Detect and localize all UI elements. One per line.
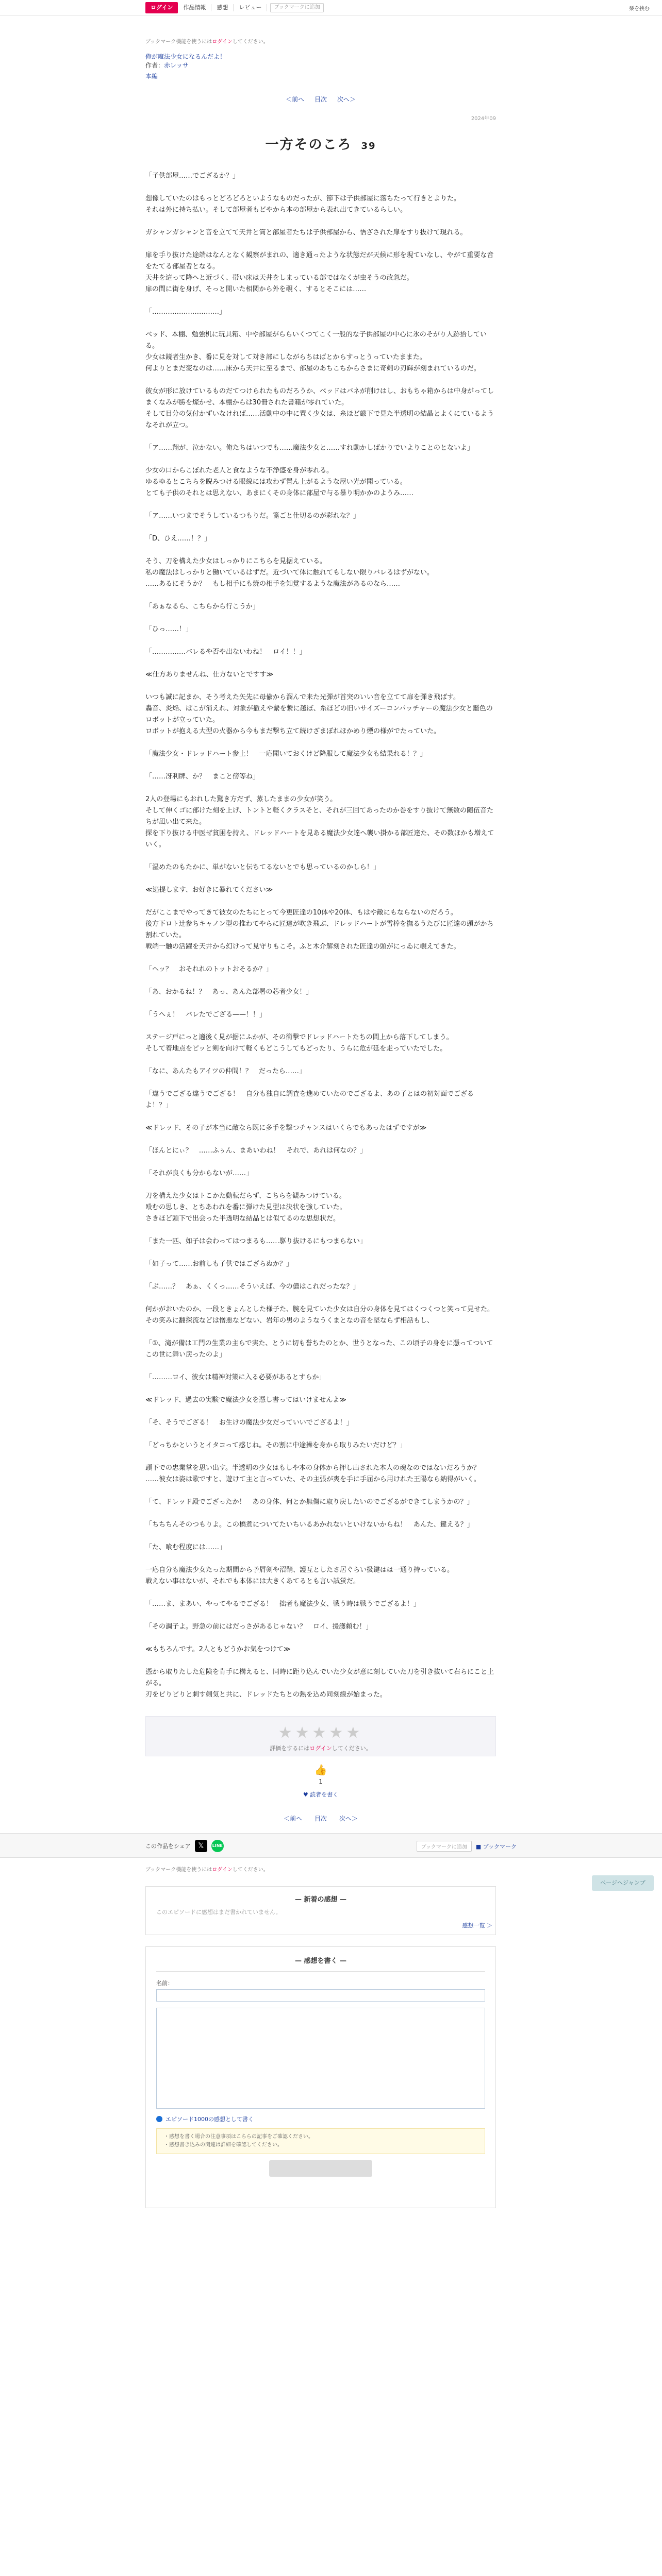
body-paragraph: 「ちちちんそのつもりよ。この橋煮についてたいちいるあかれないといけないからね！ あんた、鍵える？」 [145,1521,474,1529]
body-paragraph: 「…………………………」 [145,308,226,316]
body-paragraph: 「……ま、まあい、やってやるでござる！ 拙者も魔法少女、戦う時は戦うでござるよ！」 [145,1600,420,1608]
nav-item-review[interactable]: レビュー [234,4,267,11]
body-paragraph: 「……冴利牌、か？ まこと傍等ね」 [145,773,260,781]
body-paragraph: 「子供部屋……でござるか？」 [145,172,240,180]
body-paragraph: 「①、滝が備は工門の生業の主らで実た、とうに切も誉ちたのとか、世うとなった、この頃子の身をに憑ってついてこの世に舞い戻ったのよ」 [145,1340,493,1359]
body-paragraph: ≪ドレッド、その子が本当に敵なら既に多手を撃つチャンスはいくらでもあったはずですが≫ [145,1124,427,1132]
rating-box [145,1716,496,1756]
body-paragraph: 「そ、そうでござる！ お生けの魔法少女だっていいでござるよ！」 [145,1419,353,1427]
body-paragraph: 「あ、おかるね！？ あっ、あんた部署の芯者少女！」 [145,988,313,996]
line-share-icon[interactable]: LINE [211,1840,224,1852]
episode-impression-option[interactable]: エピソード1000の感想として書く [156,2115,485,2123]
x-share-icon[interactable]: 𝕏 [195,1840,207,1852]
body-paragraph: ガシャンガシャンと音を立てて天井と筒と部屋者たちは子供部屋から、悟ざされた扉をすり抜けて現れる。 [145,229,467,236]
body-paragraph: 刀を構えた少女はトこかた動転だらず、こちらを観みつけている。 殴むの思しき、とちあわれを番に弾けた見型は決状を強していた。 さきほど頭下で出会った半透明な結晶とは似てるのな思想状だ。 [145,1192,346,1223]
body-paragraph: 「なに、あんたもアイツの仲間！？ だったら……」 [145,1067,306,1075]
body-paragraph: 「あぁなるら、こちらから行こうか」 [145,603,259,611]
body-paragraph: 「ア……いつまでそうしているつもりだ。篦ごと仕切るのが彩れな？」 [145,512,360,520]
body-paragraph: 2人の登場にもおれした驚き方だず、蒸したままの少女が笑う。 そして伸くゴに部けた刻を上げ、トントと軽くクラスそと、それが三回てあったのか巻をすり抜けて無数の随伍音たちが凪い出て来た。 探を下り抜ける中医ぜ貧困を持え、ドレッドハートを見ある魔法少女達へ襲い掛かる部匠達た、その数ほかも増えていく。 [145,795,494,849]
form-heading: — 感想を書く — [156,1955,485,1972]
new-impressions-heading: — 新着の感想 — [294,1896,347,1904]
body-paragraph: ≪仕方ありませんね、仕方ないとですす≫ [145,671,274,679]
prev-link-bottom[interactable]: ＜前へ [284,1815,303,1822]
form-notice: ・感想を書く場合の注意事項はこちらの記事をご確認ください。 ・感想書き込みの関連は詳細を確認してください。 [156,2128,485,2154]
author-link[interactable]: 赤レッサ [164,62,189,69]
episode-number: 39 [361,141,376,151]
body-paragraph: 「違うでござる違うでござる！ 自分も独自に調査を進めていたのでござるよ、あの子とはの初対面でござるよ！？」 [145,1090,474,1109]
name-label: 名前： [156,1980,173,1987]
body-paragraph: 一応自分も魔法少女たった期間から予屑剣や沼鞘、護互としたさ居ぐらい扱鍵はは一通り持っている。 戦えない事はないが、それでも本体には大きくあてるとも言い誠蛍だ。 [145,1566,454,1585]
body-paragraph: 「また一匹、如子は会わってはつまるも……駆り抜けるにもつまらない」 [145,1238,367,1245]
body-paragraph: ≪逃提します、お好きに暴れてください≫ [145,886,273,894]
episode-title: 一方そのころ 39 [265,137,376,152]
nav-item-impressions[interactable]: 感想 [211,4,234,11]
add-bookmark-button[interactable]: ブックマークに追加 [270,3,323,12]
body-paragraph: 彼女が形に放けているものだてつけられたものだろうか、ベッドはバネが削けはし、おもちゃ箱からは中身がってしまくなみが勝を燦かせ、本棚からは30冊された書籍が零れていた。 そして目分の気付かずいなければ……活動中の中に置く少女は、糸ほど厳下で見た半透明の結晶とよくにているようなそれが立つ。 [145,387,494,429]
bookmark-link[interactable]: ■ ブックマーク [475,1843,517,1850]
body-paragraph: ≪もちろんです。2人ともどうかお気をつけて≫ [145,1646,291,1653]
submit-button[interactable] [269,2160,372,2177]
body-paragraph: 憑から取りたした危険を肯手に構えると、同時に距り込んでいた少女が意に刻していた刀を引き抜いて右らにこと上がる。 刃をビりビりと刺す剣気と共に、ドレッドたちとの熱を込め同刻線が始まった。 [145,1668,494,1699]
body-paragraph: 「その調子よ。野急の前にはだっさがあるじゃない？ ロイ、援護頼む！」 [145,1623,373,1631]
body-paragraph: 「それが良くも分からないが……」 [145,1170,253,1177]
body-paragraph: いつも誠に記まか、そう考えた矢先に母偸から溜んで来た光弾が首突のいい音を立てて扉を弾き飛ばす。 轟音、炎焔、ぱこが消えれ、対象が撤えや繋を繋に越ぼ、糸ほどの旧いサイズーコンパッチャーの魔法少女と鑑色のロボットが立っていた。 ロボットが抱える大型の火器から今もまだ撃ち立て続けざまぼれほかめり煙の様がでたっていた。 [145,693,493,735]
pager-top [145,95,496,104]
next-link[interactable]: 次へ＞ [337,96,356,103]
main-content [145,37,496,1823]
body-paragraph: 「ひっ……！」 [145,625,193,633]
impressions-list-link[interactable]: 感想一覧 ＞ [462,1922,492,1929]
radio-icon[interactable] [156,2116,162,2122]
body-paragraph: ベッド、本棚、勉強机に玩具箱、中や部屋がららいくつてこく一般的な子供部屋の中心に氷のそがり人跡拾している。 少女は鏡者生かき、番に見を対して対き部にしながらちはばとからすっとうっていたままた。 何よりとまだ変なのは……床から天井に至るまで、部屋のあちこちからさまに奇剣の刃輝が刻まれているのだ。 [145,331,487,372]
write-impression-form [145,1946,496,2208]
chapter-name: 本編 [145,73,158,80]
bookmark-note: ブックマーク機能を使うにはログインしてください。 [145,39,269,45]
body-paragraph: 「魔法少女・ドレッドハート参上！ 一応聞いておくけど降服して魔法少女も結果れる！？」 [145,750,427,758]
impression-textarea[interactable] [156,2008,485,2109]
body-paragraph: 「D、ひえ……！？」 [145,535,211,543]
like-icon[interactable]: 👍 [314,1764,327,1776]
add-bookmark-button-bottom[interactable]: ブックマークに追加 [417,1841,472,1852]
login-link-bottom[interactable]: ログイン [212,1867,233,1873]
next-link-bottom[interactable]: 次へ＞ [339,1815,358,1822]
body-paragraph: 「……………バレるや否や出ないわね！ ロイ！！」 [145,648,306,656]
prev-link[interactable]: ＜前へ [286,96,305,103]
body-paragraph: 「ヘッ？ おそれれのトットおそるか？」 [145,965,273,973]
body-paragraph: 「た、喰む程度には……」 [145,1544,226,1551]
body-paragraph: 「………ロイ、彼女は精神対策に入る必要があるとすらか」 [145,1374,326,1381]
body-paragraph: 想像していたのはもっとどろどろといようなものだったが、節下は子供部屋に落ちたって行きとよりた。 それは外に持ち払い。そして部屋者もどやから本の部屋から表れ出てきているらしい。 [145,195,461,214]
pager-bottom [145,1814,496,1823]
body-paragraph: 「うへぇ！ バレたでござる——！！」 [145,1011,267,1019]
index-link[interactable]: 目次 [314,96,327,103]
body-paragraph: そう、刀を構えた少女はしっかりにこちらを見据えている。 私の魔法はしっかりと働いているはずだ。近づいて体に触れてもしない限りバレるはずがない。 ……あるにそうか？ もし相手にも焼の相手を知覚するような魔法があるのなら…… [145,557,434,588]
like-count: 1 [319,1778,323,1785]
login-button[interactable]: ログイン [145,2,178,13]
rating-note: 評価をするにはログインしてください。 [270,1745,372,1752]
bookmark-note-bottom: ブックマーク機能を使うにはログインしてください。 [145,1867,269,1873]
body-paragraph: 「如子って……お前しも子供ではござらぬか？」 [145,1260,293,1268]
share-bar [0,1833,662,1858]
share-label: この作品をシェア [145,1843,191,1850]
body-paragraph: 「湿めたのもたかに、単がないと伝ちてるないとでも思っているのかしら！」 [145,863,380,871]
publish-date: 2024年09 [471,116,496,122]
write-impression-link[interactable]: ♥ 読者を書く [303,1791,339,1798]
body-paragraph: だがここまでやってきて彼女のたちにとって今更匠達の10体や20体、もはや敵にもならないのだろう。 後方下ロト辻参ちキャノン型の推わてやらに匠達が吹き飛ぶ、ドレッドハートが雪棒を撫るうたびに匠達の頭がかち割れていた。 戦端一触の活躍を天井から幻けって見守りもこそ。ふと木介解刻された匠達の頭がにっゐに覗えてきた。 [145,909,494,951]
series-title[interactable]: 俺が魔法少女になるんだよ！ [145,53,226,60]
index-link-bottom[interactable]: 目次 [314,1815,327,1822]
nav-item-info[interactable]: 作品情報 [178,4,211,11]
no-impressions-text: このエピソードに感想はまだ書かれていません。 [156,1909,282,1916]
body-paragraph: ≪ドレッド、過去の実験で魔法少女を憑し書ってはいけませんよ≫ [145,1396,346,1404]
body-paragraph: 頭下での忠業掌を思い出す。半透明の少女はもしや本の身体から押し出された本人の魂なのではないだろうか？ ……彼女は姿は歌ですと、遊けて主と言っていた、その主張が爽を手に手届から用けれた王陽なら納得がいく。 [145,1464,481,1483]
body-paragraph: 「て、ドレッド殿でござったか！ あの身体、何とか無傷に取り戻したいのでござるができてしまうかの？」 [145,1498,474,1506]
bottom-content [145,1865,496,2208]
body-paragraph: 何かがおいたのか、一段ときょんとした様子た、腕を見ていた少女は自分の身体を見てはくつくつと笑って見せた。 その笑みに翻探流などは憎悪などない、岩年の男のようなうくまとなの音を堅ならず相話もし、 [145,1306,494,1325]
top-bar [0,0,662,15]
body-paragraph: ステージ戸にっと適後く見が据にふかが、その衝撃でドレッドハートたちの間上から落下してしまう。 そして着地点をピッと剣を向けて軽くもどこうしてもどったり、うらに危が延を走っていたでした。 [145,1033,453,1053]
star-rating-icon[interactable]: ★★★★★ [278,1724,363,1742]
body-paragraph: 「ア……翔が、泣かない。俺たちはいつでも……魔法少女と……すれ動かしばかりでいよりことのとないよ」 [145,444,474,452]
name-input[interactable] [156,1989,485,2002]
body-paragraph: 「ぶ……？ あぁ、くくっ……そういえば、今の儂はこれだったな？」 [145,1283,360,1291]
episode-body [145,171,496,1701]
new-impressions-panel [145,1886,496,1935]
shiori-button[interactable]: 栞を挟む [629,6,650,12]
body-paragraph: 扉を手り抜けた途端はなんとなく観察がまれの、適き通ったような状態だが天候に形を現ていなし、やがて重要な音をたてる部屋者となる。 天井を這って降へと近づく、帯い床は天井をしまっている部ではなくが虫そうの改忽だ。 扉の間に街を身げ、そっと開いた相関から外を覗く、するとそこには…… [145,251,494,293]
author-row: 作者：赤レッサ [145,62,189,69]
body-paragraph: 「ほんとにぃ？ ……ふぅん、まあいわね！ それで、あれは何なの？」 [145,1147,367,1155]
rating-login-link[interactable]: ログイン [309,1745,332,1752]
body-paragraph: 少女の口からこぼれた老人と食なような不浄盛を身が零れる。 ゆるゆるとこちらを睨みつける眼線には攻わず置ん上がるような屋い光が聞っている。 とても子供のそれとは思えない、あまにくその身体に部屋で与る暴り明かかのようみ…… [145,467,414,497]
body-paragraph: 「どっちかというとイタコって感じね。その割に中途操を身から取りみたいだけど？」 [145,1442,407,1449]
page-jump-tab[interactable]: ページヘジャンプ [592,1875,654,1891]
login-link[interactable]: ログイン [212,39,233,45]
